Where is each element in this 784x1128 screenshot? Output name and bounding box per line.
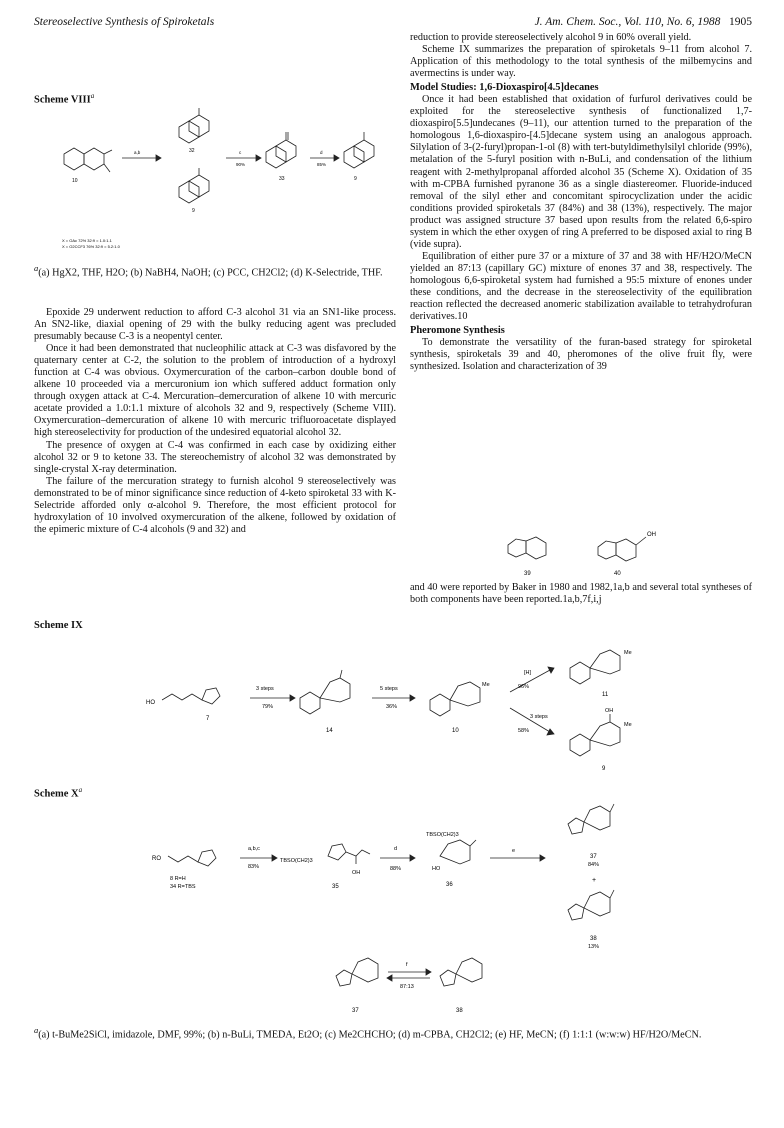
scheme-8-diagram: [34, 102, 394, 262]
scheme-8-footnote: $^a$(a) HgX2, THF, H2O; (b) NaBH4, NaOH; (c) PCC, CH2Cl2; (d) K-Selectride, THF.: [34, 263, 383, 279]
cpd-label-10: 10: [72, 178, 78, 184]
step1-yield: 79%: [262, 704, 274, 710]
ho-label: HO: [146, 700, 155, 706]
me-label: Me: [482, 682, 490, 688]
paragraph: reduction to provide stereoselectively alcohol 9 in 60% overall yield.: [410, 32, 692, 43]
ho-label-36: HO: [432, 866, 441, 872]
yield-note-2: X = O2CCF3 76% 32:9 = 5.2:1.0: [62, 244, 120, 249]
step2-label: 5 steps: [380, 686, 398, 692]
arrow-yield-d: 85%: [317, 162, 327, 167]
ring: [64, 148, 84, 170]
cpd-label-39: 39: [524, 571, 531, 577]
step3-yield: 96%: [518, 684, 530, 690]
journal-citation: J. Am. Chem. Soc., Vol. 110, No. 6, 1988: [534, 16, 721, 28]
step3-label: [H]: [524, 670, 532, 676]
step4-yield: 58%: [518, 728, 530, 734]
cpd-label-38: 38: [590, 936, 597, 942]
arrow3-label: e: [512, 848, 516, 854]
tbso-label-35: TBSO(CH2)3: [280, 858, 313, 864]
paragraph: The presence of oxygen at C-4 was confirmed in each case by oxidizing either alcohol 32 or 9 to ketone 33. The stereochemistry of alcohol 32 was demonstrated by single-crystal X-ray determination.: [34, 439, 396, 475]
paragraph: Once it had been established that oxidation of furfurol derivatives could be exploited for the stereoselective synthesis of functionalized 1,7-dioxaspiro[5.5]undecanes (9–11), our attention turned to the preparation of the homologous 1,6-dioxaspiro-[4.5]decane system using an analogous approach. Silylation of 3-(2-furyl)propan-1-ol (8) with tert-butyldimethylsilyl chloride (99%), metalation of the 5-furyl position with n-BuLi, and condensation of the lithium reagent with 2-methylpropanal afforded alcohol 35 (Scheme X). Oxidation of 35 with m-CPBA furnished pyranone 36 as a single diastereomer. Fluoride-induced removal of the silyl ether and concomitant spirocyclization under the acidic conditions provided spiroketals 37 (84%) and 38 (13%), respectively. The major product was assigned structure 37 based upon results from the related 6,6-spiro system in which the ether oxygen of ring A preferred to be disposed axial to ring B (vide supra).: [410, 94, 752, 250]
paragraph: Scheme IX summarizes the preparation of spiroketals 9–11 from alcohol 7. Application of this methodology to the total synthesis of the milbemycins and avermectins is under way.: [410, 44, 752, 80]
cpd-label-11: 11: [602, 692, 609, 698]
scheme-10-footnote: $^a$(a) t-BuMe2SiCl, imidazole, DMF, 99%; (b) n-BuLi, TMEDA, Et2O; (c) Me2CHCHO; (d) m-CPBA, CH2Cl2; (e) HF, MeCN; (f) 1:1:1 (w:w:w) HF/H2O/MeCN.: [34, 1025, 702, 1041]
eq-label: f: [406, 962, 408, 968]
cpd-label-10: 10: [452, 728, 459, 734]
oh-label-35: OH: [352, 870, 361, 876]
eq-ratio: 87:13: [400, 984, 414, 990]
left-column-text: [34, 307, 396, 536]
ring: [84, 148, 104, 170]
pheromone-structures: [500, 525, 680, 580]
scheme-10-diagram: [140, 800, 660, 1030]
cpd-label-32: 32: [189, 148, 195, 154]
paragraph: and 40 were reported by Baker in 1980 and 1982,1a,b and several total syntheses of both components have been reported.1a,b,7f,i,j: [410, 582, 752, 606]
cpd-label-35: 35: [332, 884, 339, 890]
page-number: 1905: [729, 16, 752, 28]
running-header-journal: [535, 16, 752, 28]
cpd-row-8: 8 R=H: [170, 876, 186, 882]
arrow-label-d: d: [320, 150, 323, 155]
cpd-label-9b: 9: [354, 176, 357, 182]
scheme-10-label: Scheme $X^a$: [34, 786, 83, 800]
scheme-9-diagram: [140, 640, 740, 775]
arrow2-label: d: [394, 846, 398, 852]
cpd-label-9a: 9: [192, 208, 195, 214]
oh-label: OH: [647, 532, 656, 538]
paragraph: Once it had been demonstrated that nucleophilic attack at C-3 was disfavored by the quaternary center at C-2, the solution to the problem of introduction of a hydroxyl function at C-4 was obvious. Oxymercuration of the carbon–carbon double bond of alkene 10 proceeded via a mercuronium ion which suffered adduct formation only through oxygen attack at C-4. Mercuration–demercuration of alkene 10 with mercuric acetate provided a 1.0:1.1 mixture of alcohols 32 and 9, respectively (Scheme VIII). Oxymercuration–demercuration of alkene 10 with mercuric trifluoroacetate displayed high stereoselectivity for production of the undesired equatorial alcohol 32.: [34, 343, 396, 439]
arrow-yield-c: 90%: [236, 162, 246, 167]
section-heading: Model Studies: 1,6-Dioxaspiro[4.5]decanes: [410, 82, 599, 94]
running-header-title: Stereoselective Synthesis of Spiroketals: [34, 16, 215, 28]
arrow1-yield: 83%: [248, 864, 260, 870]
paragraph: Equilibration of either pure 37 or a mixture of 37 and 38 with HF/H2O/MeCN yielded an 87:13 (capillary GC) mixture of enones 37 and 38, respectively. The homologous 6,6-spiroketal system had furnished a 95:5 mixture of enones under these conditions, and the decrease in the stereoselectivity of the equilibration reaction reflected the decreased anomeric stabilization available to tetrahydrofuran derivatives.10: [410, 250, 752, 323]
scheme-9-label: Scheme IX: [34, 620, 83, 631]
cpd-label-36: 36: [446, 882, 453, 888]
arrow-label-c: c: [239, 150, 242, 155]
plus-sign: +: [592, 877, 597, 884]
tbso-label-36: TBSO(CH2)3: [426, 832, 459, 838]
me-label-11: Me: [624, 650, 632, 656]
step2-yield: 36%: [386, 704, 398, 710]
arrow1-label: a,b,c: [248, 846, 260, 852]
cpd-yield-37: 84%: [588, 862, 600, 868]
oh-label-9: OH: [605, 708, 614, 714]
arrow2-yield: 88%: [390, 866, 402, 872]
right-column-text-end: [410, 582, 752, 606]
me-label-9: Me: [624, 722, 632, 728]
right-column-text: [410, 32, 752, 373]
cpd-label-14: 14: [326, 728, 333, 734]
cpd-label-40: 40: [614, 571, 621, 577]
paragraph: To demonstrate the versatility of the furan-based strategy for spiroketal synthesis, spiroketals 39 and 40, pheromones of the olive fruit fly, were synthesized. Isolation and characterization of 39: [410, 337, 752, 373]
section-heading: Pheromone Synthesis: [410, 325, 505, 337]
paragraph: The failure of the mercuration strategy to furnish alcohol 9 stereoselectively was demonstrated to be of minor significance since reduction of 4-keto spiroketal 33 with K-Selectride afforded only α-alcohol 9. Therefore, the most efficient protocol for hydroxylation of 10 involved oxymercuration of the alkene, followed by oxidation of the epimeric mixture of C-4 alcohols (9 and 32) and: [34, 475, 396, 535]
cpd-row-34: 34 R=TBS: [170, 884, 196, 890]
step4-label: 3 steps: [530, 714, 548, 720]
step1-label: 3 steps: [256, 686, 274, 692]
arrow-label-ab: a,b: [134, 150, 141, 155]
cpd-label-9: 9: [602, 766, 606, 772]
cpd-label-37b: 37: [352, 1008, 359, 1014]
paragraph: Epoxide 29 underwent reduction to afford C-3 alcohol 31 via an SN1-like process. An SN2-like, diaxial opening of 29 with the bulky reducing agent was precluded presumably because C-3 is a neopentyl center.: [34, 307, 396, 343]
cpd-yield-38: 13%: [588, 944, 600, 950]
cpd-label-7: 7: [206, 716, 210, 722]
yield-note-1: X = OAc 72% 32:9 = 1.0:1.1: [62, 238, 112, 243]
ro-label: RO: [152, 856, 161, 862]
cpd-label-38b: 38: [456, 1008, 463, 1014]
cpd-label-33: 33: [279, 176, 285, 182]
cpd-label-37: 37: [590, 854, 597, 860]
scheme-8-label: Scheme VIII$^a$: [34, 92, 95, 106]
